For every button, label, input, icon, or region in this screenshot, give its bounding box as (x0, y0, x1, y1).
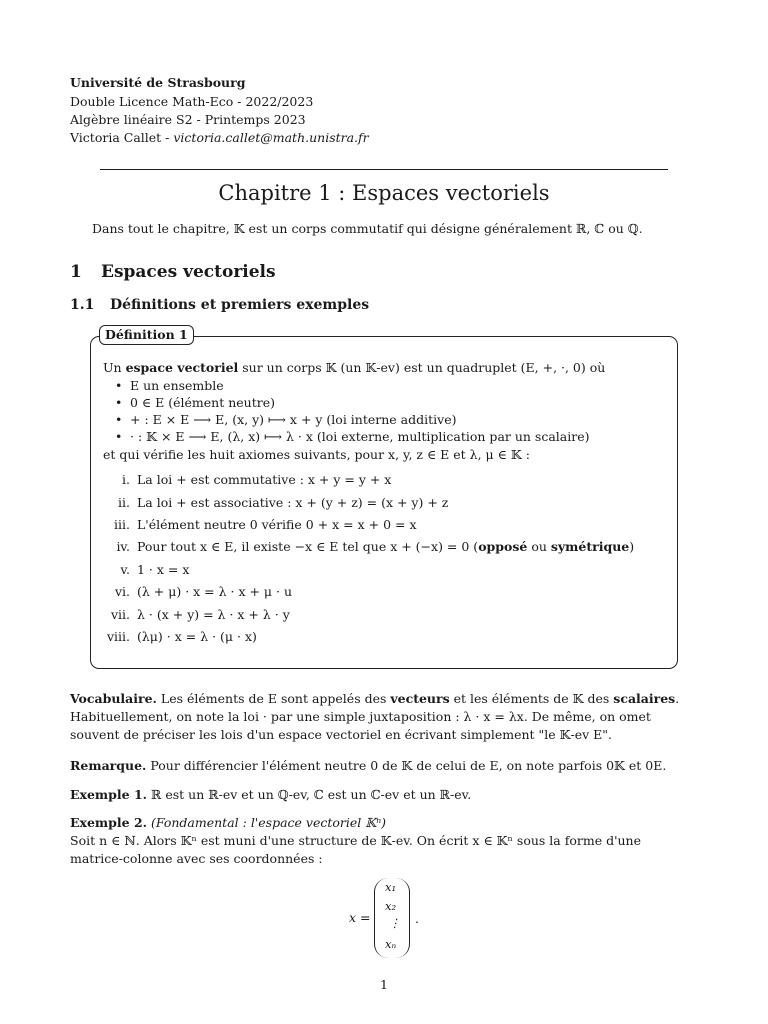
vector-entry: ⋮ (389, 916, 401, 930)
author-name: Victoria Callet - (70, 130, 174, 145)
title-rule (100, 169, 668, 170)
axiom-item: vi. (λ + μ) · x = λ · x + μ · u (114, 584, 293, 599)
axiom-item: iv. Pour tout x ∈ E, il existe −x ∈ E tel que x + (−x) = 0 (opposé ou symétrique) (116, 539, 635, 554)
axiom-item: i. La loi + est commutative : x + y = y + x (122, 472, 392, 487)
definition-bullet: • 0 ∈ E (élément neutre) (130, 394, 275, 411)
exemple1-paragraph: Exemple 1. ℝ est un ℝ-ev et un ℚ-ev, ℂ est un ℂ-ev et un ℝ-ev. (70, 787, 472, 802)
header-author (70, 128, 369, 147)
column-vector (374, 878, 410, 958)
axioms-intro: et qui vérifie les huit axiomes suivants, pour x, y, z ∈ E et λ, μ ∈ 𝕂 : (103, 447, 530, 462)
remarque-paragraph: Remarque. Pour différencier l'élément neutre 0 de 𝕂 de celui de E, on note parfois 0𝕂 et 0E. (70, 758, 667, 773)
definition-label: Définition 1 (99, 325, 194, 345)
section-heading (70, 262, 276, 282)
subsection-number: 1.1 (70, 297, 95, 313)
definition-bullet: • E un ensemble (130, 377, 224, 394)
page-number: 1 (380, 977, 388, 992)
axiom-item: v. 1 · x = x (120, 562, 190, 577)
subsection-heading (70, 297, 369, 313)
subsection-title: Définitions et premiers exemples (110, 297, 370, 313)
vector-entry: x₁ (385, 880, 397, 894)
section-title: Espaces vectoriels (101, 262, 276, 282)
intro-text: Dans tout le chapitre, 𝕂 est un corps commutatif qui désigne généralement ℝ, ℂ ou ℚ. (92, 221, 643, 236)
term-espace-vectoriel: espace vectoriel (125, 360, 239, 375)
definition-bullet: • · : 𝕂 × E ⟶ E, (λ, x) ⟼ λ · x (loi externe, multiplication par un scalaire) (130, 428, 589, 445)
axiom-item: viii. (λμ) · x = λ · (μ · x) (106, 629, 257, 644)
vector-entry: x₂ (385, 899, 397, 913)
header-program: Double Licence Math-Eco - 2022/2023 (70, 94, 314, 109)
vector-entry: xₙ (385, 937, 397, 951)
axiom-item: iii. L'élément neutre 0 vérifie 0 + x = x + 0 = x (114, 517, 417, 532)
vector-trail: . (415, 911, 419, 926)
axiom-item: vii. λ · (x + y) = λ · x + λ · y (110, 607, 290, 622)
axiom-item: ii. La loi + est associative : x + (y + z) = (x + y) + z (118, 495, 449, 510)
vector-lhs: x = (349, 910, 371, 925)
section-number: 1 (70, 262, 82, 282)
header-university: Université de Strasbourg (70, 75, 246, 90)
author-email: victoria.callet@math.unistra.fr (173, 130, 369, 145)
page-title: Chapitre 1 : Espaces vectoriels (218, 181, 550, 205)
exemple2-paragraph: Exemple 2. (Fondamental : l'espace vectoriel 𝕂ⁿ) Soit n ∈ ℕ. Alors 𝕂ⁿ est muni d'une structure de 𝕂-ev. On écrit x ∈ 𝕂ⁿ sous la forme d'une matrice-colonne avec ses coordonnées : (70, 815, 642, 866)
vocabulaire-paragraph: Vocabulaire. Les éléments de E sont appelés des vecteurs et les éléments de 𝕂 des scalaires. Habituellement, on note la loi · par une simple juxtaposition : λ · x = λx. De même, on omet souvent de préciser les lois d'un espace vectoriel en écrivant simplement "le 𝕂-ev E". (70, 691, 680, 742)
header-course: Algèbre linéaire S2 - Printemps 2023 (70, 112, 306, 127)
definition-intro: Un espace vectoriel sur un corps 𝕂 (un 𝕂-ev) est un quadruplet (E, +, ·, 0) où (103, 360, 606, 375)
definition-bullet: • + : E × E ⟶ E, (x, y) ⟼ x + y (loi interne additive) (130, 411, 456, 428)
